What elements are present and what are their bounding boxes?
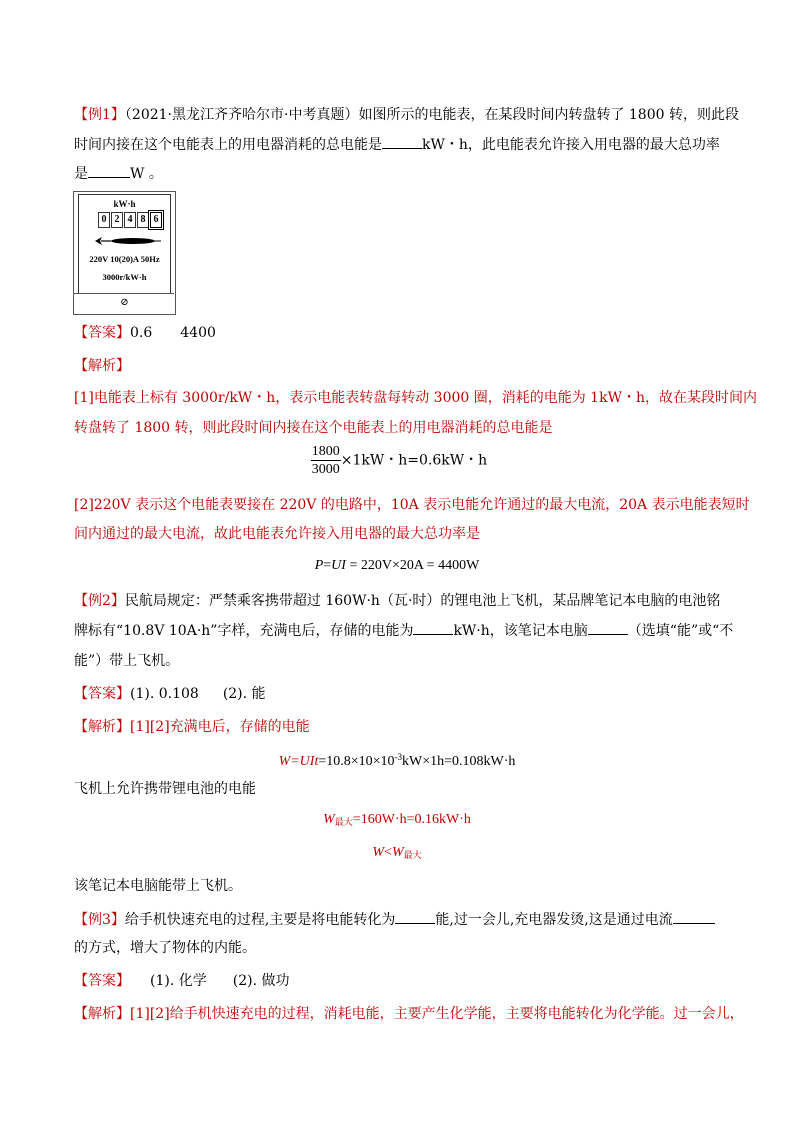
- meter-rate: 3000r/kW·h: [102, 272, 147, 282]
- answer-blank: [588, 620, 628, 635]
- meter-spec: 220V 10(20)A 50Hz: [89, 254, 160, 264]
- meter-digit: 8: [137, 212, 149, 228]
- answer-blank: [382, 134, 422, 149]
- example2-energy-equation: $W=UIt=10.8\times 10\times 10^{-3}kW\times 1h=0.108kW\cdot h$: [278, 752, 516, 769]
- answer-blank: [395, 909, 435, 924]
- example2-comparison: $W<W_{最大}$: [372, 845, 422, 860]
- meter-digit: 0: [98, 212, 110, 228]
- example1-question-line2: 时间内接在这个电能表上的用电器消耗的总电能是 kW・h，此电能表允许接入用电器的最大总功率: [74, 134, 720, 155]
- example2-question-line3: 能”）带上飞机。: [74, 653, 180, 669]
- example2-question-line1: 【例2】民航局规定：严禁乘客携带超过 160W·h（瓦·时）的锂电池上飞机，某品牌笔记本电脑的电池铭: [74, 593, 721, 609]
- example2-answer: 【答案】(1). 0.108 (2). 能: [74, 686, 266, 702]
- answer-blank: [673, 909, 715, 924]
- answer-blank: [88, 163, 130, 178]
- example2-max-energy-equation: $W_{最大}=160W\cdot h=0.16kW\cdot h$: [323, 812, 471, 827]
- example3-question-line1: 【例3】给手机快速充电的过程,主要是将电能转化为 能,过一会儿,充电器发烫,这是通过电流: [74, 909, 715, 930]
- meter-unit: kW·h: [113, 199, 136, 209]
- meter-digit: 4: [124, 212, 136, 228]
- example1-analysis-line4: 间内通过的最大电流，故此电能表允许接入用电器的最大总功率是: [74, 526, 480, 542]
- example1-analysis-tag: 【解析】: [74, 358, 130, 374]
- example1-question-line1: 【例1】（2021·黑龙江齐齐哈尔市·中考真题）如图所示的电能表，在某段时间内转盘转了 1800 转，则此段: [74, 107, 739, 123]
- example2-question-line2: 牌标有“10.8V 10A·h”字样，充满电后，存储的电能为 kW·h，该笔记本电脑 （选填“能”或“不: [74, 620, 733, 641]
- example1-analysis-line3: [2]220V 表示这个电能表要接在 220V 的电路中，10A 表示电能允许通过的最大电流，20A 表示电能表短时: [74, 497, 750, 513]
- meter-digit: 2: [111, 212, 123, 228]
- example2-analysis-line1: 【解析】[1][2]充满电后，存储的电能: [74, 719, 310, 735]
- example1-power-equation: P=UI = 220V×20A = 4400W: [314, 558, 480, 573]
- example1-answer: 【答案】0.6 4400: [74, 325, 216, 341]
- example3-question-line2: 的方式，增大了物体的内能。: [74, 940, 256, 956]
- example1-analysis-line1: [1]电能表上标有 3000r/kW・h，表示电能表转盘每转动 3000 圈，消耗的电能为 1kW・h，故在某段时间内: [74, 390, 757, 406]
- example2-analysis-line2: 飞机上允许携带锂电池的电能: [74, 781, 256, 797]
- example1-fraction-equation: $\frac{1800}{3000}$ ×1kW・h=0.6kW・h: [311, 444, 488, 477]
- example1-tag: 【例1】: [74, 107, 125, 123]
- example1-analysis-line2: 转盘转了 1800 转，则此段时间内接在这个电能表上的用电器消耗的总电能是: [74, 420, 553, 436]
- electric-meter-figure: [73, 191, 176, 315]
- meter-terminal-icon: ⊘: [120, 297, 129, 308]
- example3-analysis-line1: 【解析】[1][2]给手机快速充电的过程，消耗电能，主要产生化学能，主要将电能转化为化学能。过一会儿，: [74, 1006, 744, 1022]
- example3-answer: 【答案】 (1). 化学 (2). 做功: [74, 973, 290, 989]
- meter-digits: [98, 212, 163, 228]
- meter-disc-icon: [93, 235, 163, 247]
- meter-digit: 6: [150, 212, 162, 228]
- example1-question-line3: 是 W 。: [74, 163, 163, 184]
- answer-blank: [413, 620, 453, 635]
- example2-analysis-line3: 该笔记本电脑能带上飞机。: [74, 878, 242, 894]
